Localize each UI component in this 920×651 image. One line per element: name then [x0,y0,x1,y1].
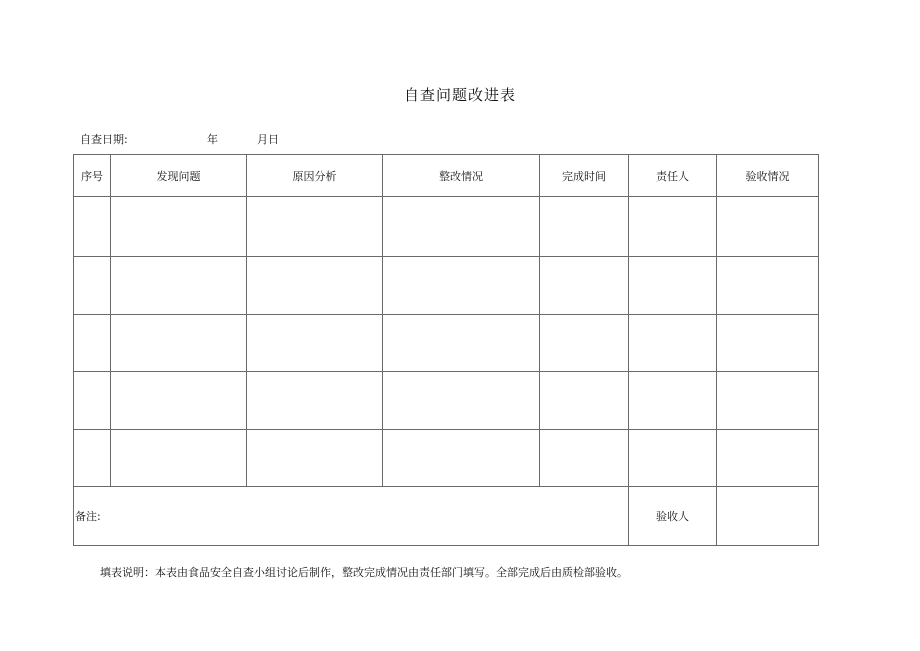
remark-label: 备注: [75,510,101,523]
header-acceptance-status: 验收情况 [717,155,819,197]
header-responsible-person: 责任人 [629,155,717,197]
cell-serial-number[interactable] [74,372,111,430]
cell-serial-number[interactable] [74,197,111,257]
table-row [74,315,819,372]
cell-found-issue[interactable] [111,372,247,430]
cell-found-issue[interactable] [111,197,247,257]
remark-row [74,487,819,546]
inspection-date-label: 自查日期: [80,133,128,146]
cell-serial-number[interactable] [74,257,111,315]
cell-cause-analysis[interactable] [247,315,383,372]
cell-found-issue[interactable] [111,257,247,315]
cell-completion-time[interactable] [540,430,629,487]
remark-field[interactable] [74,487,629,546]
cell-responsible-person[interactable] [629,430,717,487]
cell-rectification-status[interactable] [383,430,540,487]
cell-acceptance-status[interactable] [717,257,819,315]
cell-responsible-person[interactable] [629,372,717,430]
form-title: 自查问题改进表 [403,86,516,104]
cell-rectification-status[interactable] [383,197,540,257]
header-serial-number: 序号 [74,155,111,197]
cell-acceptance-status[interactable] [717,372,819,430]
cell-acceptance-status[interactable] [717,197,819,257]
cell-acceptance-status[interactable] [717,315,819,372]
filling-instructions: 填表说明：本表由食品安全自查小组讨论后制作，整改完成情况由责任部门填写。全部完成后由质检部验收。 [100,566,628,579]
improvement-table [73,154,819,546]
acceptor-label: 验收人 [629,487,717,546]
cell-rectification-status[interactable] [383,257,540,315]
cell-rectification-status[interactable] [383,372,540,430]
cell-responsible-person[interactable] [629,315,717,372]
inspection-date-year: 年 [207,133,218,146]
cell-completion-time[interactable] [540,257,629,315]
cell-responsible-person[interactable] [629,257,717,315]
cell-serial-number[interactable] [74,315,111,372]
inspection-date-month-day: 月日 [257,133,279,146]
cell-found-issue[interactable] [111,430,247,487]
cell-cause-analysis[interactable] [247,197,383,257]
table-header-row [74,155,819,197]
table-row [74,197,819,257]
cell-completion-time[interactable] [540,197,629,257]
cell-acceptance-status[interactable] [717,430,819,487]
cell-completion-time[interactable] [540,315,629,372]
table-row [74,372,819,430]
table-row [74,257,819,315]
cell-cause-analysis[interactable] [247,430,383,487]
header-completion-time: 完成时间 [540,155,629,197]
table-row [74,430,819,487]
cell-completion-time[interactable] [540,372,629,430]
cell-found-issue[interactable] [111,315,247,372]
header-cause-analysis: 原因分析 [247,155,383,197]
cell-cause-analysis[interactable] [247,257,383,315]
cell-rectification-status[interactable] [383,315,540,372]
cell-cause-analysis[interactable] [247,372,383,430]
header-found-issue: 发现问题 [111,155,247,197]
cell-responsible-person[interactable] [629,197,717,257]
acceptor-field[interactable] [717,487,819,546]
cell-serial-number[interactable] [74,430,111,487]
header-rectification-status: 整改情况 [383,155,540,197]
